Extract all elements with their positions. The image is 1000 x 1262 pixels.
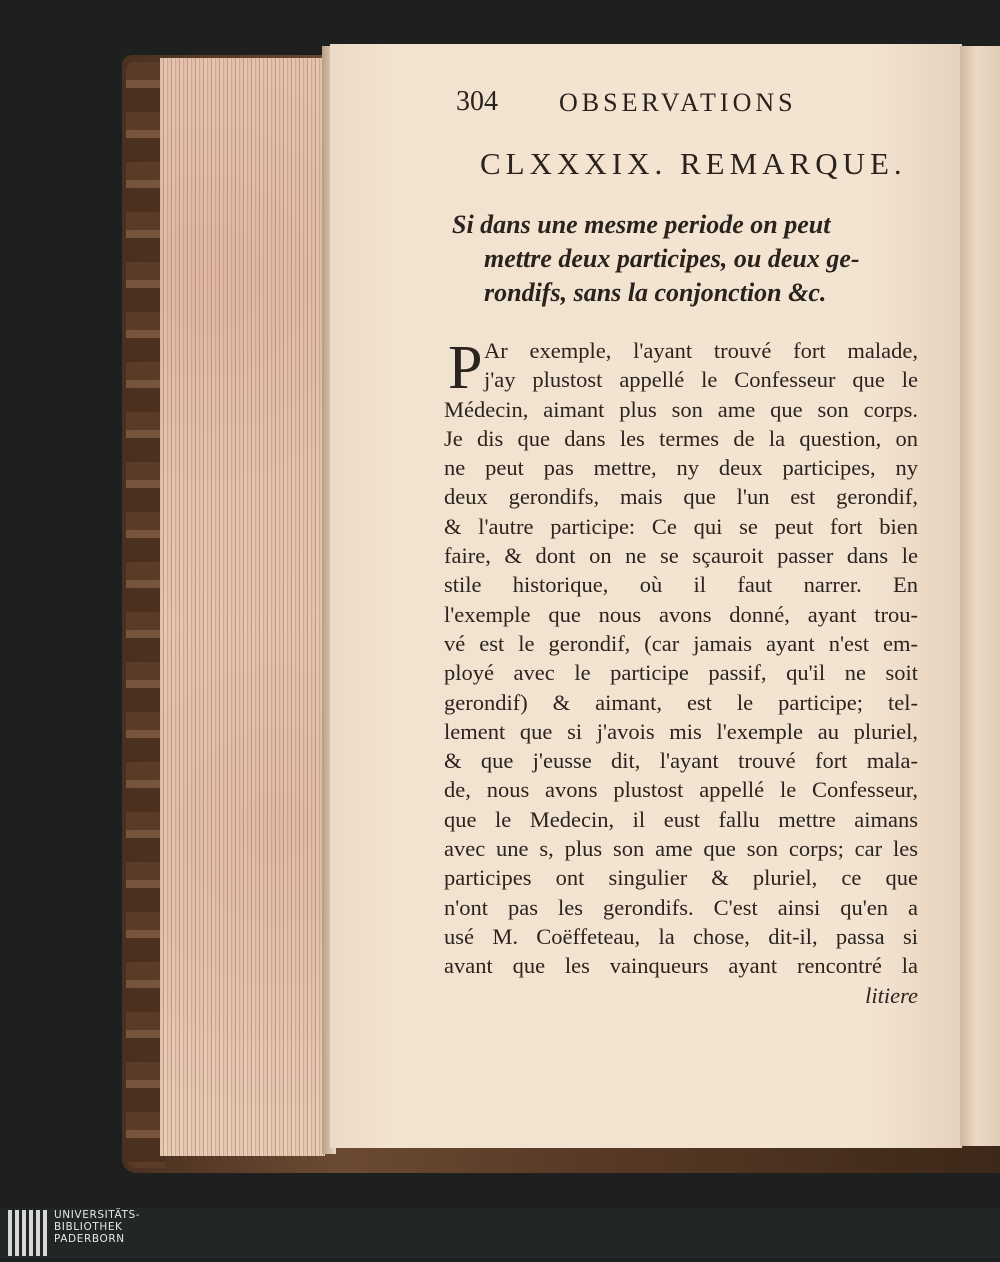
body-line: stile historique, où il faut narrer. En xyxy=(444,572,918,598)
body-line: j'ay plustost appellé le Confesseur que le xyxy=(484,367,918,393)
body-line: & que j'eusse dit, l'ayant trouvé fort mala- xyxy=(444,748,918,774)
body-line: ne peut pas mettre, ny deux participes, ny xyxy=(444,455,918,481)
body-line: gerondif) & aimant, est le participe; tel- xyxy=(444,689,918,715)
library-name-line: PADERBORN xyxy=(54,1233,125,1245)
footer-bar xyxy=(0,1208,1000,1258)
body-line: avant que les vainqueurs ayant rencontré la xyxy=(444,953,918,979)
body-line: faire, & dont on ne se sçauroit passer dans le xyxy=(444,543,918,569)
body-line: de, nous avons plustost appellé le Confesseur, xyxy=(444,777,918,803)
body-line: ployé avec le participe passif, qu'il ne soit xyxy=(444,660,918,686)
library-name-line: BIBLIOTHEK xyxy=(54,1221,123,1233)
page-number: 304 xyxy=(456,86,498,117)
library-name-line: UNIVERSITÄTS- xyxy=(54,1209,141,1221)
body-line: usé M. Coëffeteau, la chose, dit-il, passa si xyxy=(444,923,918,949)
body-line: & l'autre participe: Ce qui se peut fort bien xyxy=(444,513,918,539)
library-name xyxy=(54,1209,140,1245)
body-line: n'ont pas les gerondifs. C'est ainsi qu'en a xyxy=(444,894,918,920)
facing-page-edge xyxy=(960,46,1000,1146)
catchword: litiere xyxy=(865,982,918,1008)
body-line: Je dis que dans les termes de la question, on xyxy=(444,425,918,451)
body-line: que le Medecin, il eust fallu mettre aimans xyxy=(444,806,918,832)
body-line: lement que si j'avois mis l'exemple au pluriel, xyxy=(444,718,918,744)
headline-line: mettre deux participes, ou deux ge- xyxy=(484,244,860,273)
drop-capital: P xyxy=(448,334,483,402)
body-line: l'exemple que nous avons donné, ayant trou- xyxy=(444,601,918,627)
headline-line: Si dans une mesme periode on peut xyxy=(452,210,831,239)
body-line: vé est le gerondif, (car jamais ayant n'est em- xyxy=(444,630,918,656)
library-logo-icon xyxy=(8,1208,56,1258)
body-line: participes ont singulier & pluriel, ce que xyxy=(444,865,918,891)
body-line: deux gerondifs, mais que l'un est gerondif, xyxy=(444,484,918,510)
body-line: Ar exemple, l'ayant trouvé fort malade, xyxy=(484,338,918,363)
body-text xyxy=(444,336,918,1010)
remarque-headline xyxy=(452,208,922,310)
body-line: Médecin, aimant plus son ame que son corps. xyxy=(444,396,918,422)
body-line: avec une s, plus son ame que son corps; car les xyxy=(444,836,918,862)
remarque-title: CLXXXIX. REMARQUE. xyxy=(480,146,907,181)
running-head: OBSERVATIONS xyxy=(559,88,797,117)
page-edges-block xyxy=(160,58,325,1156)
headline-line: rondifs, sans la conjonction &c. xyxy=(484,278,827,307)
page-header xyxy=(456,86,836,126)
